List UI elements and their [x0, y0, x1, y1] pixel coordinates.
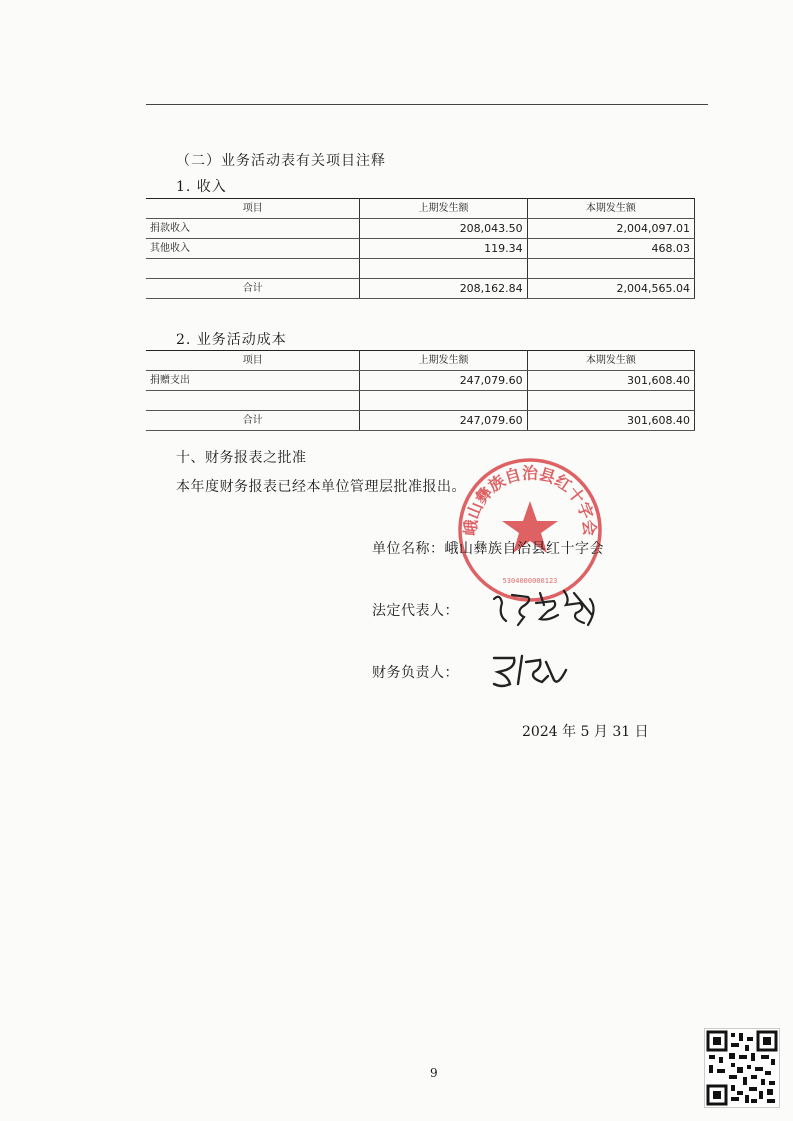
row-curr	[527, 259, 694, 279]
signing-date: 2024 年 5 月 31 日	[522, 724, 649, 740]
total-prev: 208,162.84	[360, 279, 527, 299]
total-curr: 301,608.40	[527, 411, 694, 431]
row-prev	[360, 259, 527, 279]
finance-head-label: 财务负责人：	[372, 665, 459, 681]
table-total-row	[146, 279, 695, 299]
section-title: （二）业务活动表有关项目注释	[176, 153, 386, 169]
total-prev: 247,079.60	[360, 411, 527, 431]
table-header-row	[146, 199, 695, 219]
legal-rep-signature	[488, 585, 606, 630]
approval-title: 十、财务报表之批准	[176, 450, 307, 466]
top-rule	[146, 104, 708, 105]
unit-name-label: 单位名称：	[372, 541, 445, 557]
official-seal-stamp	[455, 455, 605, 605]
header-prev: 上期发生额	[360, 199, 527, 219]
unit-name-value: 峨山彝族自治县红十字会	[444, 541, 604, 557]
row-prev: 119.34	[360, 239, 527, 259]
header-item: 项目	[146, 351, 360, 371]
row-item	[146, 259, 360, 279]
header-item: 项目	[146, 199, 360, 219]
total-curr: 2,004,565.04	[527, 279, 694, 299]
legal-rep-label: 法定代表人：	[372, 603, 459, 619]
table-row	[146, 239, 695, 259]
stamp-number: 5304000000123	[502, 577, 558, 585]
income-table	[146, 198, 695, 299]
header-curr: 本期发生额	[527, 199, 694, 219]
table-row	[146, 219, 695, 239]
header-prev: 上期发生额	[360, 351, 527, 371]
table-total-row	[146, 411, 695, 431]
row-item: 捐款收入	[146, 219, 360, 239]
header-curr: 本期发生额	[527, 351, 694, 371]
cost-table	[146, 350, 695, 431]
total-label: 合计	[146, 411, 360, 431]
table-row	[146, 371, 695, 391]
row-prev	[360, 391, 527, 411]
qr-code-icon	[704, 1028, 780, 1108]
row-curr: 468.03	[527, 239, 694, 259]
row-prev: 247,079.60	[360, 371, 527, 391]
row-curr: 301,608.40	[527, 371, 694, 391]
unit-name-line	[372, 538, 604, 558]
row-curr: 2,004,097.01	[527, 219, 694, 239]
income-title: 1. 收入	[176, 179, 227, 195]
page-number: 9	[430, 1066, 438, 1080]
table-row-empty	[146, 259, 695, 279]
row-curr	[527, 391, 694, 411]
approval-text: 本年度财务报表已经本单位管理层批准报出。	[176, 479, 466, 495]
finance-head-signature	[488, 650, 570, 690]
table-header-row	[146, 351, 695, 371]
cost-title: 2. 业务活动成本	[176, 332, 287, 348]
row-item: 其他收入	[146, 239, 360, 259]
total-label: 合计	[146, 279, 360, 299]
stamp-text: 峨山彝族自治县红十字会	[460, 463, 600, 537]
row-item: 捐赠支出	[146, 371, 360, 391]
row-item	[146, 391, 360, 411]
table-row-empty	[146, 391, 695, 411]
row-prev: 208,043.50	[360, 219, 527, 239]
